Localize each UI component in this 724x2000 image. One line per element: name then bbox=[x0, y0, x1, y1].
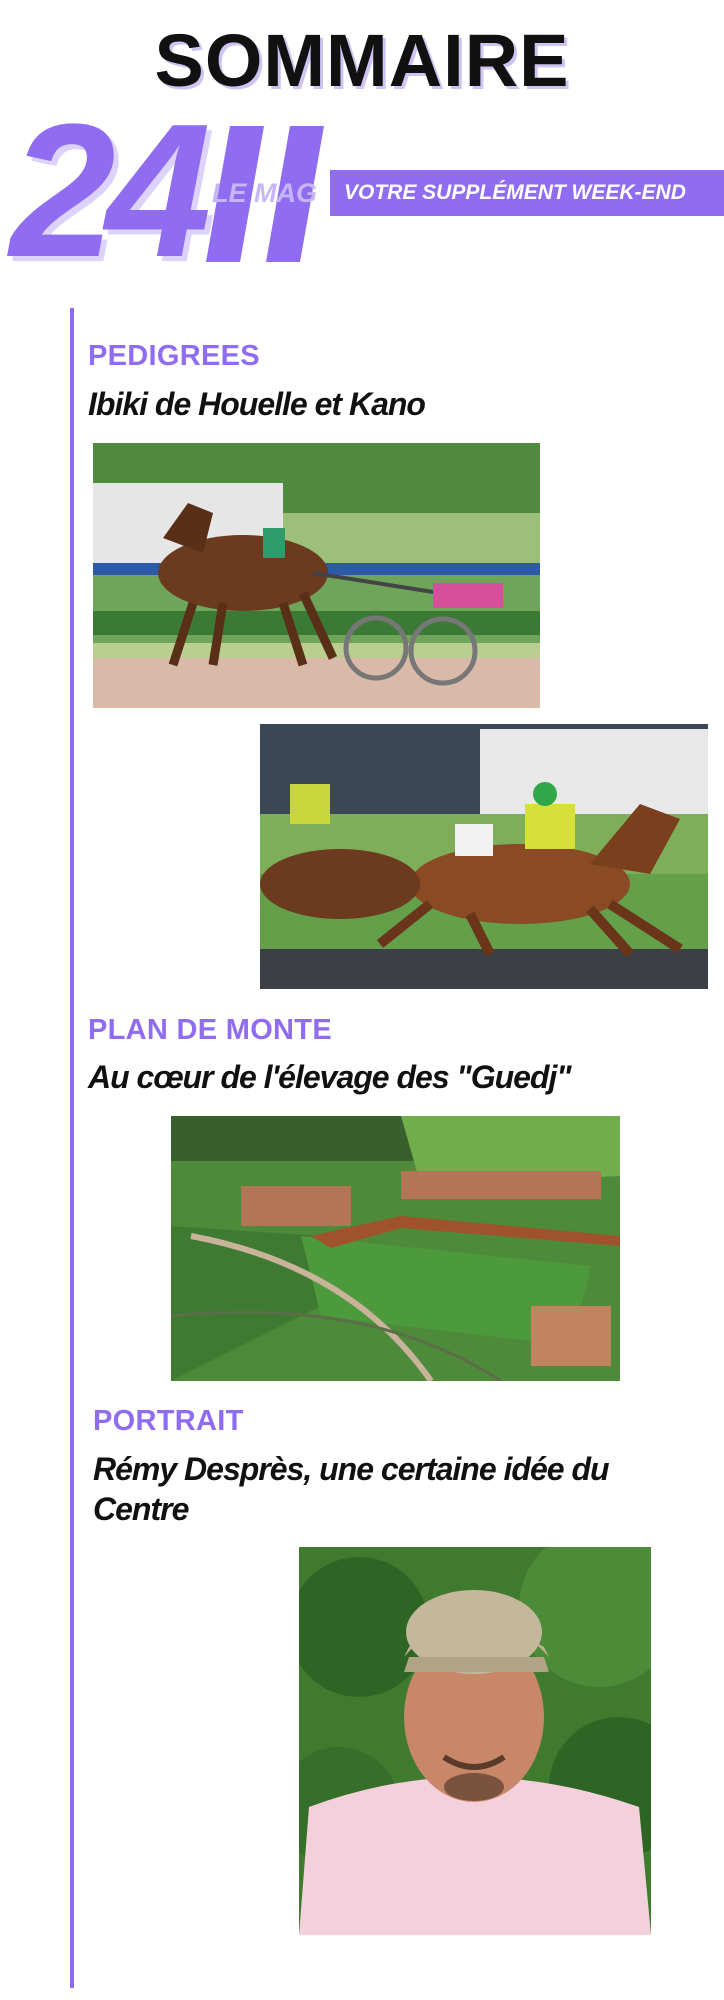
section-headline-line2: Centre bbox=[93, 1491, 189, 1527]
section-headline-line1: Rémy Desprès, une certaine idée du bbox=[93, 1451, 609, 1487]
section-category: PLAN DE MONTE bbox=[88, 1014, 332, 1046]
portrait-photo[interactable] bbox=[299, 1547, 651, 1935]
stud-farm-aerial-photo[interactable] bbox=[171, 1116, 620, 1381]
racing-horses-photo[interactable] bbox=[260, 724, 708, 989]
page-title: SOMMAIRE bbox=[154, 19, 570, 102]
section-category: PORTRAIT bbox=[93, 1405, 244, 1437]
section-headline: Au cœur de l'élevage des "Guedj" bbox=[88, 1059, 571, 1095]
section-category: PEDIGREES bbox=[88, 340, 260, 372]
harness-racing-photo[interactable] bbox=[93, 443, 540, 708]
supplement-banner: VOTRE SUPPLÉMENT WEEK-END bbox=[330, 170, 724, 216]
section-divider-line bbox=[70, 308, 74, 1988]
logo-number: 24 bbox=[10, 85, 202, 297]
logo-subtitle: LE MAG bbox=[212, 178, 317, 208]
section-headline: Ibiki de Houelle et Kano bbox=[88, 386, 425, 422]
